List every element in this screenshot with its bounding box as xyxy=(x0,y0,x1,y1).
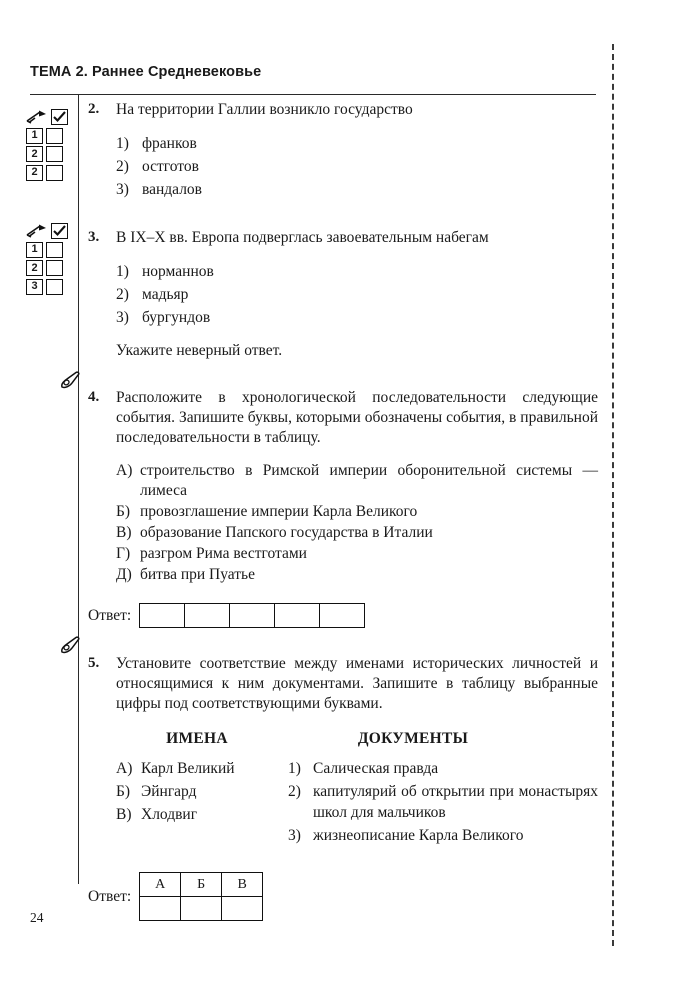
list-item xyxy=(116,758,288,779)
list-item xyxy=(116,565,598,585)
item-text: битва при Пуатье xyxy=(140,566,255,583)
list-item xyxy=(288,758,598,779)
margin-row xyxy=(26,128,78,144)
option-text: норманнов xyxy=(142,263,214,280)
item-marker: Г) xyxy=(116,545,131,562)
option-marker: 2) xyxy=(116,286,129,303)
question-number: 5. xyxy=(88,655,100,671)
option-item[interactable] xyxy=(116,261,598,282)
table-row xyxy=(140,604,365,628)
question-prompt: Расположите в хронологической последовательности следующие события. Запишите буквы, которыми обозначены события, в правильной последовательности в таблицу. xyxy=(116,389,598,446)
margin-number-box: 1 xyxy=(26,242,43,258)
item-text: строительство в Римской империи оборонительной системы — лимеса xyxy=(140,462,598,499)
option-text: вандалов xyxy=(142,181,202,198)
answer-cell[interactable] xyxy=(230,604,275,628)
option-marker: 1) xyxy=(116,263,129,280)
question-5-answer-area xyxy=(88,872,598,921)
pencil-icon xyxy=(60,635,82,655)
question-2 xyxy=(88,100,598,200)
margin-number-box: 1 xyxy=(26,128,43,144)
pen-icon xyxy=(26,223,48,238)
option-item[interactable] xyxy=(116,307,598,328)
table-header-row xyxy=(140,873,263,897)
answer-label: Ответ: xyxy=(88,606,132,624)
option-item[interactable] xyxy=(116,179,598,200)
question-3-options xyxy=(116,261,598,328)
answer-cell[interactable] xyxy=(275,604,320,628)
table-row xyxy=(140,897,263,921)
list-item xyxy=(288,781,598,823)
option-item[interactable] xyxy=(116,133,598,154)
margin-icons-question-2 xyxy=(26,108,78,181)
item-text: Эйнгард xyxy=(141,783,197,800)
margin-icons-question-3 xyxy=(26,222,78,295)
pencil-icon xyxy=(60,370,82,390)
option-marker: 3) xyxy=(116,181,129,198)
item-text: капитулярий об открытии при монастырях школ для мальчиков xyxy=(313,783,598,821)
question-4-items xyxy=(116,461,598,585)
column-title-documents: ДОКУМЕНТЫ xyxy=(357,730,469,747)
check-mark-icon xyxy=(53,225,66,237)
matching-columns xyxy=(88,730,598,848)
margin-row xyxy=(26,260,78,276)
question-4-answer-area xyxy=(88,603,598,628)
option-text: франков xyxy=(142,135,197,152)
option-item[interactable] xyxy=(116,284,598,305)
option-text: мадьяр xyxy=(142,286,189,303)
names-column xyxy=(88,730,288,848)
margin-row xyxy=(26,242,78,258)
item-marker: Б) xyxy=(116,503,131,520)
margin-answer-box[interactable] xyxy=(46,128,63,144)
list-item xyxy=(116,523,598,543)
list-item xyxy=(116,804,288,825)
item-text: Хлодвиг xyxy=(141,806,198,823)
item-text: жизнеописание Карла Великого xyxy=(313,827,524,844)
question-number: 4. xyxy=(88,389,100,405)
page-cut-dashed-line xyxy=(612,44,614,946)
item-marker: Д) xyxy=(116,566,132,583)
margin-row xyxy=(26,279,78,295)
item-text: провозглашение империи Карла Великого xyxy=(140,503,418,520)
check-mark-icon xyxy=(53,111,66,123)
list-item xyxy=(288,825,598,846)
question-number: 3. xyxy=(88,229,100,245)
margin-answer-box[interactable] xyxy=(46,242,63,258)
answer-cell[interactable] xyxy=(320,604,365,628)
item-marker: 2) xyxy=(288,783,301,800)
list-item xyxy=(116,502,598,522)
item-text: разгром Рима вестготами xyxy=(140,545,307,562)
content-column xyxy=(88,100,598,921)
option-marker: 1) xyxy=(116,135,129,152)
option-item[interactable] xyxy=(116,156,598,177)
margin-row xyxy=(26,165,78,181)
question-4 xyxy=(88,388,598,628)
documents-column xyxy=(288,730,598,848)
item-marker: А) xyxy=(116,462,133,479)
option-text: остготов xyxy=(142,158,199,175)
question-3 xyxy=(88,228,598,360)
page-title: ТЕМА 2. Раннее Средневековье xyxy=(30,64,262,80)
question-3-note: Укажите неверный ответ. xyxy=(116,342,283,359)
answer-cell[interactable] xyxy=(222,897,263,921)
answer-table-question-4 xyxy=(139,603,365,628)
header-divider xyxy=(30,94,596,95)
answer-cell[interactable] xyxy=(181,897,222,921)
answer-label: Ответ: xyxy=(88,887,132,905)
margin-number-box: 2 xyxy=(26,146,43,162)
list-item xyxy=(116,461,598,501)
question-number: 2. xyxy=(88,101,100,117)
option-marker: 2) xyxy=(116,158,129,175)
answer-cell[interactable] xyxy=(140,604,185,628)
item-text: образование Папского государства в Италии xyxy=(140,524,433,541)
checkbox-checked-icon[interactable] xyxy=(51,223,68,239)
answer-cell[interactable] xyxy=(140,897,181,921)
margin-answer-box[interactable] xyxy=(46,146,63,162)
answer-header-cell: В xyxy=(222,873,263,897)
margin-number-box: 2 xyxy=(26,260,43,276)
item-marker: А) xyxy=(116,760,133,777)
question-2-options xyxy=(116,133,598,200)
answer-header-cell: А xyxy=(140,873,181,897)
item-marker: В) xyxy=(116,524,132,541)
page-number: 24 xyxy=(30,910,44,925)
answer-header-cell: Б xyxy=(181,873,222,897)
item-text: Салическая правда xyxy=(313,760,439,777)
item-text: Карл Великий xyxy=(141,760,235,777)
checkbox-checked-icon[interactable] xyxy=(51,109,68,125)
column-title-names: ИМЕНА xyxy=(166,730,228,747)
margin-vertical-rule xyxy=(78,94,79,884)
pen-icon xyxy=(26,109,48,124)
question-prompt: Установите соответствие между именами исторических личностей и относящимися к ним документами. Запишите в таблицу выбранные цифры под соответствующими буквами. xyxy=(116,655,598,712)
item-marker: 3) xyxy=(288,827,301,844)
margin-answer-box[interactable] xyxy=(46,279,63,295)
list-item xyxy=(116,544,598,564)
item-marker: В) xyxy=(116,806,132,823)
answer-cell[interactable] xyxy=(185,604,230,628)
question-prompt: На территории Галлии возникло государство xyxy=(116,101,413,118)
margin-number-box: 2 xyxy=(26,165,43,181)
margin-answer-box[interactable] xyxy=(46,165,63,181)
item-marker: 1) xyxy=(288,760,301,777)
margin-row xyxy=(26,146,78,162)
item-marker: Б) xyxy=(116,783,131,800)
margin-number-box: 3 xyxy=(26,279,43,295)
margin-answer-box[interactable] xyxy=(46,260,63,276)
option-text: бургундов xyxy=(142,309,211,326)
list-item xyxy=(116,781,288,802)
answer-table-question-5 xyxy=(139,872,263,921)
question-5 xyxy=(88,654,598,921)
question-prompt: В IX–X вв. Европа подверглась завоевательным набегам xyxy=(116,229,489,246)
option-marker: 3) xyxy=(116,309,129,326)
